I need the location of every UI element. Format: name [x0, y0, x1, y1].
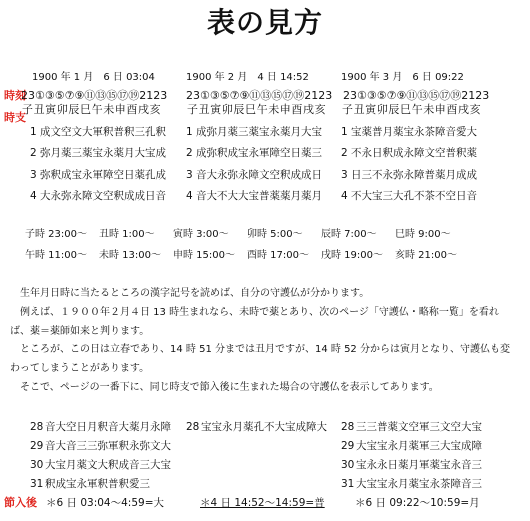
guardian-row: [186, 125, 322, 139]
earthly-branches: 子丑寅卯辰巳午未申酉戌亥: [22, 103, 162, 116]
row-number: 4: [186, 190, 193, 202]
column-date: 1900 年 1 月 6 日 03:04: [32, 72, 155, 83]
day-number: 31: [30, 478, 44, 490]
hour-boundaries: 23①③⑤⑦⑨⑪⑬⑮⑰⑲2123: [21, 89, 168, 102]
guardian-code-sequence: 音大永弥永障文空釈成成日: [196, 169, 322, 181]
paragraph-line: ば、薬＝薬師如来と判ります。: [10, 325, 150, 337]
guardian-code-sequence: 宝宝永月薬孔不大宝成障大: [201, 421, 327, 433]
day-number: 28: [30, 421, 44, 433]
hour-table-cell: 辰時 7:00～: [321, 229, 377, 240]
guardian-code-sequence: 大宝宝永月薬宝永茶障音三: [356, 478, 482, 490]
day-number: 30: [341, 459, 355, 471]
day-number: 29: [341, 440, 355, 452]
hour-table-row: [25, 249, 475, 270]
paragraph: [10, 343, 525, 381]
late-day-row: [341, 439, 482, 453]
hour-table-cell: 丑時 1:00～: [99, 229, 155, 240]
late-day-row: [30, 458, 171, 472]
row-number: 3: [341, 169, 348, 181]
guardian-row: [341, 189, 477, 203]
hour-table-cell: 亥時 21:00～: [395, 250, 457, 261]
guardian-code-sequence: 大宝月薬文大釈成音三大宝: [45, 459, 171, 471]
hour-row-label: 時刻: [4, 89, 26, 102]
day-number: 28: [341, 421, 355, 433]
hour-table-cell: 酉時 17:00～: [247, 250, 309, 261]
row-number: 1: [30, 126, 37, 138]
guardian-code-sequence: 成弥釈成宝永軍障空日薬三: [196, 147, 322, 159]
guardian-code-sequence: 三三普薬文空軍三文空大宝: [356, 421, 482, 433]
late-day-row: [30, 439, 171, 453]
late-day-row: [341, 458, 482, 472]
day-number: 29: [30, 440, 44, 452]
guardian-code-sequence: 大永弥永障文空釈成成日音: [40, 190, 166, 202]
row-number: 3: [30, 169, 37, 181]
after-setsu-note: ＊6 日 03:04～4:59=大: [46, 497, 164, 509]
guardian-code-sequence: 音大空日月釈音大薬月永障: [45, 421, 171, 433]
late-day-row: [30, 477, 150, 491]
explanation-text: [10, 287, 525, 400]
hour-table-cell: 巳時 9:00～: [395, 229, 451, 240]
guardian-code-sequence: 宝永永日薬月軍薬宝永音三: [356, 459, 482, 471]
paragraph-line: 生年月日時に当たるところの漢字記号を読めば、自分の守護仏が分かります。: [20, 288, 370, 299]
hour-table-row: [25, 228, 475, 249]
after-setsu-note: ＊4 日 14:52～14:59=普: [200, 497, 325, 509]
guardian-code-sequence: 弥月薬三薬宝永薬月大宝成: [40, 147, 166, 159]
guardian-row: [30, 146, 166, 160]
guardian-code-sequence: 不永日釈成永障文空普釈薬: [351, 147, 477, 159]
hour-table-cell: 未時 13:00～: [99, 250, 161, 261]
earthly-branches: 子丑寅卯辰巳午未申酉戌亥: [342, 103, 482, 116]
paragraph-line: 例えば、１９００年２月４日 13 時生まれなら、未時で薬とあり、次のページ「守護仏・略称一覧」を看れ: [20, 306, 499, 318]
guardian-row: [186, 189, 322, 203]
row-number: 2: [30, 147, 37, 159]
page-title: 表の見方: [206, 6, 323, 39]
guardian-row: [341, 125, 477, 139]
late-day-row: [341, 477, 482, 491]
row-number: 2: [186, 147, 193, 159]
paragraph-line: わってしまうことがあります。: [10, 363, 150, 375]
paragraph: [10, 306, 525, 344]
late-day-row: [186, 420, 327, 434]
day-number: 31: [341, 478, 355, 490]
guardian-row: [30, 189, 166, 203]
guardian-code-sequence: 日三不永弥永障普薬月成成: [351, 169, 477, 181]
hour-table: [25, 228, 475, 270]
earthly-branches: 子丑寅卯辰巳午未申酉戌亥: [187, 103, 327, 116]
guardian-code-sequence: 音大不大大宝普薬薬月薬月: [196, 190, 322, 202]
branch-row-label: 時支: [4, 111, 26, 124]
paragraph: [10, 381, 525, 400]
guardian-code-sequence: 成弥月薬三薬宝永薬月大宝: [196, 126, 322, 138]
late-day-row: [30, 420, 171, 434]
row-number: 3: [186, 169, 193, 181]
row-number: 4: [30, 190, 37, 202]
row-number: 1: [341, 126, 348, 138]
paragraph: [10, 287, 525, 306]
hour-table-cell: 卯時 5:00～: [247, 229, 303, 240]
row-number: 4: [341, 190, 348, 202]
day-number: 28: [186, 421, 200, 433]
day-number: 30: [30, 459, 44, 471]
guardian-row: [30, 168, 166, 182]
guardian-code-sequence: 弥釈成宝永軍障空日薬孔成: [40, 169, 166, 181]
row-number: 1: [186, 126, 193, 138]
after-setsu-label: 節入後: [4, 496, 37, 509]
guardian-row: [30, 125, 166, 139]
after-setsu-note: ＊6 日 09:22～10:59=月: [355, 497, 480, 509]
guardian-row: [341, 146, 477, 160]
hour-boundaries: 23①③⑤⑦⑨⑪⑬⑮⑰⑲2123: [343, 89, 490, 102]
guardian-code-sequence: 釈成宝永軍釈普釈愛三: [45, 478, 150, 490]
row-number: 2: [341, 147, 348, 159]
guardian-row: [341, 168, 477, 182]
column-date: 1900 年 2 月 4 日 14:52: [186, 72, 309, 83]
hour-boundaries: 23①③⑤⑦⑨⑪⑬⑮⑰⑲2123: [186, 89, 333, 102]
hour-table-cell: 申時 15:00～: [173, 250, 235, 261]
guardian-code-sequence: 成文空文大軍釈普釈三孔釈: [40, 126, 166, 138]
paragraph-line: ところが、この日は立春であり、14 時 51 分までは丑月ですが、14 時 52 分からは寅月となり、守護仏も変: [20, 344, 510, 356]
hour-table-cell: 午時 11:00～: [25, 250, 87, 261]
guardian-code-sequence: 大宝宝永月薬軍三大宝成障: [356, 440, 482, 452]
hour-table-cell: 寅時 3:00～: [173, 229, 229, 240]
guardian-row: [186, 168, 322, 182]
hour-table-cell: 子時 23:00～: [25, 229, 87, 240]
guardian-code-sequence: 不大宝三大孔不茶不空日音: [351, 190, 477, 202]
guardian-code-sequence: 宝薬普月薬宝永茶障音愛大: [351, 126, 477, 138]
column-date: 1900 年 3 月 6 日 09:22: [341, 72, 464, 83]
guardian-code-sequence: 音大音三三弥軍釈永弥文大: [45, 440, 171, 452]
paragraph-line: そこで、ページの一番下に、同じ時支で節入後に生まれた場合の守護仏を表示してあります。: [20, 381, 439, 393]
hour-table-cell: 戌時 19:00～: [321, 250, 383, 261]
guardian-row: [186, 146, 322, 160]
late-day-row: [341, 420, 482, 434]
